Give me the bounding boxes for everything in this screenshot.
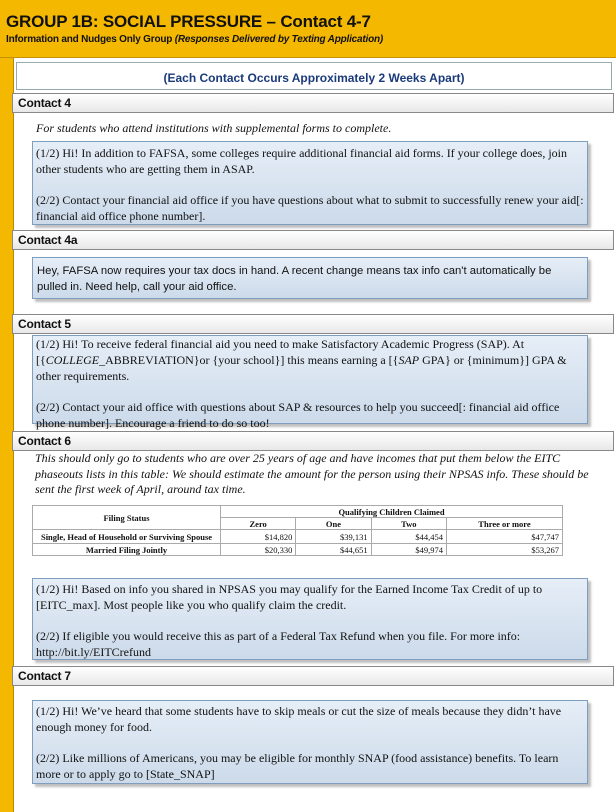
row-label: Married Filing Jointly bbox=[33, 544, 221, 556]
contact-4a-message-box bbox=[32, 257, 588, 299]
contact-6-message-1: (1/2) Hi! Based on info you shared in NPSAS you may qualify for the Earned Income Tax Credit of up to [EITC_max]. Most people like you who qualify claim the credit. bbox=[36, 582, 543, 612]
table-cell: $14,820 bbox=[221, 530, 296, 544]
row-label: Single, Head of Household or Surviving Spouse bbox=[33, 530, 221, 544]
section-heading-contact-4: Contact 4 bbox=[12, 93, 614, 113]
contact-4a-message: Hey, FAFSA now requires your tax docs in hand. A recent change means tax info can't automatically be pulled in. Need help, call your aid office. bbox=[37, 265, 552, 293]
contact-6-message-box bbox=[32, 578, 588, 660]
contact-5-message-box bbox=[32, 335, 588, 430]
section-heading-contact-4a: Contact 4a bbox=[12, 230, 614, 250]
table-cell: $49,974 bbox=[371, 544, 446, 556]
column-header: Two bbox=[371, 518, 446, 530]
msg-text-italic: COLLEGE_ bbox=[45, 353, 106, 367]
document-header bbox=[0, 0, 616, 58]
eitc-table bbox=[32, 505, 563, 556]
msg-text: ABBREVIATION}or {your school}] this means earning a [{ bbox=[105, 353, 399, 367]
msg-text-italic: SAP bbox=[398, 353, 420, 367]
table-cell: $53,267 bbox=[447, 544, 563, 556]
contact-7-message-box bbox=[32, 700, 588, 784]
column-header: Zero bbox=[221, 518, 296, 530]
table-row bbox=[33, 544, 563, 556]
section-heading-contact-7: Contact 7 bbox=[12, 666, 614, 686]
contact-6-note: This should only go to students who are over 25 years of age and have incomes that put them below the EITC phaseouts lists in this table: We should estimate the amount for the person using their NPSAS info. These should be sent the first week of April, around tax time. bbox=[35, 451, 589, 496]
msg-text: GPA} or {minimum}] GPA & other requirements. bbox=[36, 353, 567, 383]
page-subtitle bbox=[6, 33, 610, 47]
contact-4-message-1: (1/2) Hi! In addition to FAFSA, some colleges require additional financial aid forms. If your college does, join other students who are getting them in ASAP. bbox=[36, 146, 567, 176]
timing-note: (Each Contact Occurs Approximately 2 Weeks Apart) bbox=[16, 62, 612, 90]
section-heading-contact-6: Contact 6 bbox=[12, 431, 614, 451]
qualifying-children-header: Qualifying Children Claimed bbox=[221, 506, 563, 518]
contact-5-message-2: (2/2) Contact your aid office with questions about SAP & resources to help you succeed[: financial aid office phone number]. Encourage a friend to do so too! bbox=[36, 400, 560, 430]
contact-4-message-2: (2/2) Contact your financial aid office if you have questions about what to submit to successfully renew your aid[: financial aid office phone number]. bbox=[36, 193, 584, 223]
table-cell: $39,131 bbox=[296, 530, 371, 544]
contact-6-message-2: (2/2) If eligible you would receive this as part of a Federal Tax Refund when you file. For more info: http://bit.ly/EITCrefund bbox=[36, 629, 521, 659]
table-cell: $47,747 bbox=[447, 530, 563, 544]
column-header: Three or more bbox=[447, 518, 563, 530]
section-heading-contact-5: Contact 5 bbox=[12, 314, 614, 334]
subtitle-main: Information and Nudges Only Group bbox=[6, 34, 175, 45]
column-header: One bbox=[296, 518, 371, 530]
table-row bbox=[33, 530, 563, 544]
contact-5-message-1 bbox=[36, 336, 584, 384]
contact-7-message-2: (2/2) Like millions of Americans, you may be eligible for monthly SNAP (food assistance) benefits. To learn more or to apply go to [State_SNAP] bbox=[36, 751, 559, 781]
subtitle-italic: (Responses Delivered by Texting Application) bbox=[174, 34, 384, 45]
contact-4-message-box bbox=[32, 141, 588, 225]
page-title: GROUP 1B: SOCIAL PRESSURE – Contact 4-7 bbox=[6, 12, 371, 31]
contact-4-note: For students who attend institutions with supplemental forms to complete. bbox=[36, 121, 392, 135]
contact-7-message-1: (1/2) Hi! We’ve heard that some students have to skip meals or cut the size of meals because they didn’t have enough money for food. bbox=[36, 704, 562, 734]
table-cell: $44,454 bbox=[371, 530, 446, 544]
filing-status-header: Filing Status bbox=[33, 506, 221, 530]
table-cell: $20,330 bbox=[221, 544, 296, 556]
table-cell: $44,651 bbox=[296, 544, 371, 556]
msg-text: (1/2) Hi! To receive federal financial aid you need to make Satisfactory Academic Progress (SAP). At [{ bbox=[36, 337, 525, 367]
